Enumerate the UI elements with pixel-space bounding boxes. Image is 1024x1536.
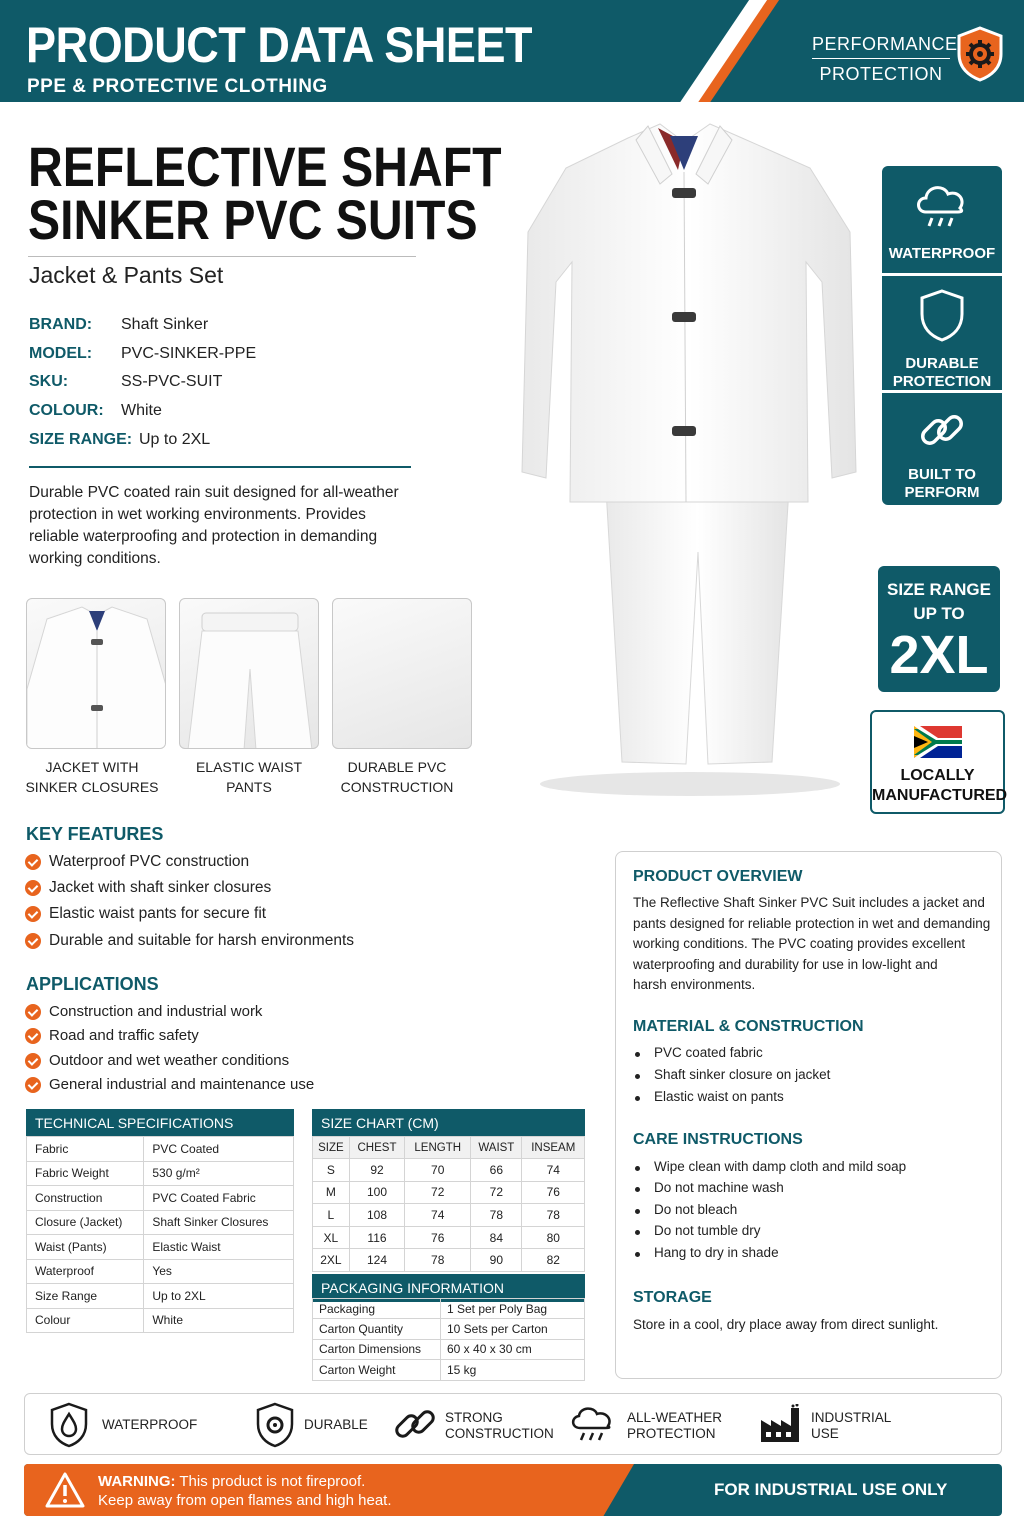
warning-line2: Keep away from open flames and high heat. xyxy=(98,1492,392,1509)
table-cell: Fabric xyxy=(27,1137,144,1162)
check-icon xyxy=(25,1077,41,1093)
thumbnail-pants xyxy=(179,598,319,749)
rain-cloud-icon xyxy=(568,1404,618,1446)
feature-text: Waterproof PVC construction xyxy=(49,853,250,870)
table-row xyxy=(27,1161,294,1186)
table-row xyxy=(27,1186,294,1211)
badge-durable-protection xyxy=(882,276,1002,390)
table-cell: 100 xyxy=(349,1181,404,1204)
overview-line: harsh environments. xyxy=(633,977,756,992)
application-item xyxy=(25,1027,199,1044)
badge-label: PERFORM xyxy=(904,484,980,501)
warning-triangle-icon xyxy=(44,1471,86,1509)
table-cell: 72 xyxy=(405,1181,471,1204)
table-cell: Up to 2XL xyxy=(144,1284,294,1309)
table-row xyxy=(313,1299,585,1319)
table-cell: Size Range xyxy=(27,1284,144,1309)
overview-text xyxy=(633,893,990,996)
feature-item xyxy=(25,853,249,871)
table-cell: 60 x 40 x 30 cm xyxy=(441,1339,585,1359)
icon-bar-line: USE xyxy=(811,1426,839,1441)
application-text: General industrial and maintenance use xyxy=(49,1076,315,1093)
title-divider xyxy=(28,256,416,257)
product-title-line1: REFLECTIVE SHAFT xyxy=(28,135,502,198)
warning-line1: This product is not fireproof. xyxy=(175,1473,366,1490)
badge-label: DURABLE xyxy=(905,355,979,372)
table-cell: 80 xyxy=(522,1226,585,1249)
table-row xyxy=(27,1137,294,1162)
table-cell: Construction xyxy=(27,1186,144,1211)
table-cell: L xyxy=(313,1204,350,1227)
icon-bar-label xyxy=(627,1410,722,1442)
table-row xyxy=(313,1249,585,1272)
protection-label: PROTECTION xyxy=(819,64,943,84)
spec-value: PVC-SINKER-PPE xyxy=(121,345,257,362)
icon-bar-line: ALL-WEATHER xyxy=(627,1410,723,1425)
icon-bar-line: INDUSTRIAL xyxy=(811,1410,892,1425)
care-heading: CARE INSTRUCTIONS xyxy=(633,1131,803,1148)
header-banner xyxy=(0,0,1024,102)
product-title xyxy=(28,135,502,251)
table-cell: White xyxy=(144,1308,294,1333)
icon-bar-line: CONSTRUCTION xyxy=(445,1426,554,1441)
feature-text: Elastic waist pants for secure fit xyxy=(49,905,267,922)
thumbnail-caption-pants xyxy=(174,757,324,797)
table-cell: 72 xyxy=(471,1181,522,1204)
application-item xyxy=(25,1052,289,1069)
performance-badge xyxy=(812,34,958,85)
spec-key: SKU: xyxy=(29,373,69,390)
table-row xyxy=(313,1204,585,1227)
warning-text xyxy=(98,1472,392,1510)
product-subtitle: Jacket & Pants Set xyxy=(29,262,224,288)
table-cell: Packaging xyxy=(313,1299,441,1319)
care-item: Wipe clean with damp cloth and mild soap xyxy=(634,1159,906,1174)
table-cell: 70 xyxy=(405,1159,471,1182)
table-cell: Colour xyxy=(27,1308,144,1333)
icon-bar-label xyxy=(811,1410,891,1442)
packaging-heading: PACKAGING INFORMATION xyxy=(312,1274,585,1302)
table-cell: 2XL xyxy=(313,1249,350,1272)
spec-value: Up to 2XL xyxy=(139,431,211,448)
thumbnail-jacket xyxy=(26,598,166,749)
table-cell: 76 xyxy=(405,1226,471,1249)
care-item: Do not tumble dry xyxy=(634,1223,761,1238)
chain-link-icon xyxy=(393,1404,437,1446)
spec-row-colour xyxy=(29,402,162,420)
warning-label: WARNING: xyxy=(98,1473,176,1490)
caption-line: JACKET WITH xyxy=(45,759,139,775)
size-badge-value: 2XL xyxy=(889,625,989,685)
application-item xyxy=(25,1003,262,1020)
column-header: WAIST xyxy=(471,1137,522,1159)
table-cell: Carton Quantity xyxy=(313,1319,441,1339)
feature-text: Durable and suitable for harsh environments xyxy=(49,932,355,949)
overview-line: The Reflective Shaft Sinker PVC Suit includes a jacket and xyxy=(633,895,985,910)
care-item: Do not bleach xyxy=(634,1202,737,1217)
table-cell: 1 Set per Poly Bag xyxy=(441,1299,585,1319)
warning-bar xyxy=(24,1464,1002,1516)
industrial-use-label: FOR INDUSTRIAL USE ONLY xyxy=(714,1480,948,1499)
column-header: CHEST xyxy=(349,1137,404,1159)
care-item: Do not machine wash xyxy=(634,1180,784,1195)
south-africa-flag-icon xyxy=(914,726,962,758)
table-cell: 74 xyxy=(522,1159,585,1182)
tech-specs-heading: TECHNICAL SPECIFICATIONS xyxy=(26,1109,294,1137)
overview-line: pants designed for reliable protection in wet and demanding xyxy=(633,915,991,931)
thumbnail-pvc-fabric xyxy=(332,598,472,749)
storage-text: Store in a cool, dry place away from direct sunlight. xyxy=(633,1317,939,1332)
table-row xyxy=(313,1339,585,1359)
overview-line: waterproofing and durability for use in low-light and xyxy=(633,956,938,972)
table-row xyxy=(27,1235,294,1260)
table-cell: Fabric Weight xyxy=(27,1161,144,1186)
thumbnail-caption-jacket xyxy=(17,757,167,797)
table-cell: 108 xyxy=(349,1204,404,1227)
packaging-table xyxy=(312,1298,585,1381)
check-icon xyxy=(25,1053,41,1069)
table-cell: S xyxy=(313,1159,350,1182)
badge-waterproof xyxy=(882,166,1002,273)
table-row xyxy=(313,1226,585,1249)
size-chart-table xyxy=(312,1136,585,1272)
table-cell: PVC Coated xyxy=(144,1137,294,1162)
table-cell: 82 xyxy=(522,1249,585,1272)
caption-line: DURABLE PVC xyxy=(347,759,447,775)
table-cell: Carton Weight xyxy=(313,1360,441,1380)
table-cell: 78 xyxy=(471,1204,522,1227)
table-cell: Yes xyxy=(144,1259,294,1284)
spec-row-size-range xyxy=(29,431,210,449)
check-icon xyxy=(25,933,41,949)
table-row xyxy=(313,1159,585,1182)
table-cell: PVC Coated Fabric xyxy=(144,1186,294,1211)
badge-label: WATERPROOF xyxy=(888,245,996,262)
water-drop-shield-icon xyxy=(49,1402,89,1448)
spec-key: BRAND: xyxy=(29,316,93,333)
local-badge-line2: MANUFACTURED xyxy=(872,787,1008,804)
gear-shield-icon xyxy=(255,1402,295,1448)
product-description: Durable PVC coated rain suit designed for all-weather protection in wet working environments. Provides reliable waterproofing and protection in demanding working conditions. xyxy=(29,484,399,567)
table-cell: 74 xyxy=(405,1204,471,1227)
table-row xyxy=(27,1284,294,1309)
column-header: INSEAM xyxy=(522,1137,585,1159)
spec-row-brand xyxy=(29,316,208,334)
badge-label: PROTECTION xyxy=(892,373,992,390)
chain-link-icon xyxy=(915,403,969,457)
size-chart-heading: SIZE CHART (CM) xyxy=(312,1109,585,1137)
thumbnail-caption-pvc xyxy=(322,757,472,797)
caption-line: ELASTIC WAIST xyxy=(195,759,303,775)
table-cell: 78 xyxy=(522,1204,585,1227)
table-cell: 66 xyxy=(471,1159,522,1182)
feature-item xyxy=(25,932,354,950)
size-range-badge xyxy=(878,566,1000,692)
rain-cloud-icon xyxy=(912,178,972,234)
application-text: Outdoor and wet weather conditions xyxy=(49,1052,290,1069)
spec-key: MODEL: xyxy=(29,345,93,362)
table-cell: Carton Dimensions xyxy=(313,1339,441,1359)
table-cell: Elastic Waist xyxy=(144,1235,294,1260)
product-suit-image xyxy=(510,112,870,802)
feature-icon-bar xyxy=(24,1393,1002,1455)
table-cell: 92 xyxy=(349,1159,404,1182)
table-cell: Waist (Pants) xyxy=(27,1235,144,1260)
table-row xyxy=(313,1181,585,1204)
material-item: Elastic waist on pants xyxy=(634,1089,784,1104)
application-item xyxy=(25,1076,314,1093)
local-badge-line1: LOCALLY xyxy=(900,767,975,784)
spec-row-sku xyxy=(29,373,222,391)
spec-divider xyxy=(29,466,411,468)
badge-built-to-perform xyxy=(882,393,1002,505)
table-cell: 90 xyxy=(471,1249,522,1272)
spec-row-model xyxy=(29,345,256,363)
table-row xyxy=(27,1308,294,1333)
icon-bar-line: STRONG xyxy=(445,1410,503,1425)
table-row xyxy=(313,1319,585,1339)
overview-heading: PRODUCT OVERVIEW xyxy=(633,868,803,885)
check-icon xyxy=(25,1004,41,1020)
table-cell: Closure (Jacket) xyxy=(27,1210,144,1235)
spec-key: COLOUR: xyxy=(29,402,104,419)
table-cell: 116 xyxy=(349,1226,404,1249)
application-text: Road and traffic safety xyxy=(49,1027,199,1044)
feature-item xyxy=(25,905,266,923)
material-item: Shaft sinker closure on jacket xyxy=(634,1067,830,1082)
size-badge-line1: SIZE RANGE xyxy=(887,580,991,599)
table-row xyxy=(313,1360,585,1380)
material-item: PVC coated fabric xyxy=(634,1045,763,1060)
check-icon xyxy=(25,906,41,922)
product-title-line2: SINKER PVC SUITS xyxy=(28,188,478,251)
check-icon xyxy=(25,854,41,870)
shield-icon xyxy=(917,288,967,344)
table-cell: 530 g/m² xyxy=(144,1161,294,1186)
size-badge-line2: UP TO xyxy=(913,604,965,623)
key-features-heading: KEY FEATURES xyxy=(26,824,164,844)
spec-value: White xyxy=(121,402,162,419)
local-badge-label xyxy=(872,766,1008,806)
table-cell: Waterproof xyxy=(27,1259,144,1284)
table-cell: M xyxy=(313,1181,350,1204)
caption-line: SINKER CLOSURES xyxy=(25,779,159,795)
caption-line: PANTS xyxy=(226,779,272,795)
icon-bar-line: PROTECTION xyxy=(627,1426,716,1441)
icon-bar-label xyxy=(445,1410,554,1442)
table-cell: 78 xyxy=(405,1249,471,1272)
feature-text: Jacket with shaft sinker closures xyxy=(49,879,272,896)
overview-line: working conditions. The PVC coating provides excellent xyxy=(633,936,966,951)
storage-heading: STORAGE xyxy=(633,1289,712,1306)
check-icon xyxy=(25,1028,41,1044)
header-subtitle: PPE & PROTECTIVE CLOTHING xyxy=(27,76,328,97)
check-icon xyxy=(25,880,41,896)
gear-shield-icon xyxy=(956,26,1004,82)
table-cell: Shaft Sinker Closures xyxy=(144,1210,294,1235)
applications-heading: APPLICATIONS xyxy=(26,974,159,994)
table-row xyxy=(27,1210,294,1235)
feature-item xyxy=(25,879,271,897)
spec-value: SS-PVC-SUIT xyxy=(121,373,223,390)
icon-bar-label: DURABLE xyxy=(304,1417,368,1432)
column-header: SIZE xyxy=(313,1137,350,1159)
table-cell: 124 xyxy=(349,1249,404,1272)
icon-bar-label: WATERPROOF xyxy=(102,1417,198,1432)
table-cell: 76 xyxy=(522,1181,585,1204)
badge-label: BUILT TO xyxy=(908,466,976,483)
performance-label: PERFORMANCE xyxy=(812,34,950,59)
locally-manufactured-badge xyxy=(870,710,1008,814)
factory-icon xyxy=(759,1404,801,1444)
column-header: LENGTH xyxy=(405,1137,471,1159)
header-title: PRODUCT DATA SHEET xyxy=(26,17,533,73)
care-item: Hang to dry in shade xyxy=(634,1245,779,1260)
material-heading: MATERIAL & CONSTRUCTION xyxy=(633,1018,864,1035)
table-cell: XL xyxy=(313,1226,350,1249)
table-row xyxy=(27,1259,294,1284)
application-text: Construction and industrial work xyxy=(49,1003,263,1020)
table-cell: 15 kg xyxy=(441,1360,585,1380)
table-cell: 84 xyxy=(471,1226,522,1249)
table-cell: 10 Sets per Carton xyxy=(441,1319,585,1339)
spec-key: SIZE RANGE: xyxy=(29,431,133,448)
caption-line: CONSTRUCTION xyxy=(340,779,454,795)
table-header-row xyxy=(313,1137,585,1159)
tech-specs-table xyxy=(26,1136,294,1333)
spec-value: Shaft Sinker xyxy=(121,316,209,333)
